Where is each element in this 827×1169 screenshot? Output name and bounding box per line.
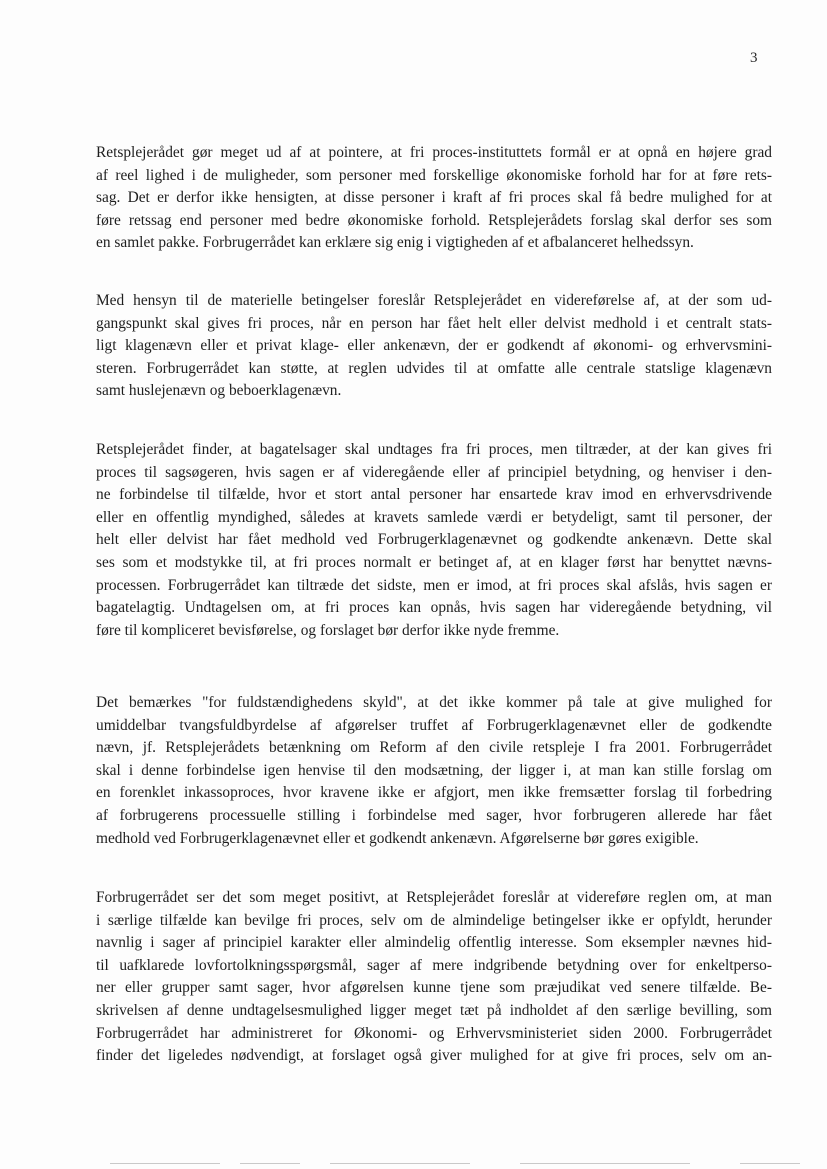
paragraph-line: Retsplejerådet finder, at bagatelsager skal undtages fra fri proces, men tiltræder, at der kan gives fri — [96, 441, 772, 458]
page-number: 3 — [750, 50, 758, 66]
paragraph-3 — [96, 439, 772, 642]
paragraph-line: nævn, jf. Retsplejerådets betænkning om Reform af den civile retspleje I fra 2001. Forbrugerrådet — [96, 739, 772, 757]
paragraph-2 — [96, 290, 772, 403]
paragraph-line: sag. Det er derfor ikke hensigten, at disse personer i kraft af fri proces skal få bedre mulighed for at — [96, 189, 772, 207]
paragraph-5 — [96, 887, 772, 1068]
paragraph-line: bagatelagtig. Undtagelsen om, at fri proces kan opnås, hvis sagen har videregående betydning, vil — [96, 599, 772, 617]
paragraph-line: ses som et modstykke til, at fri proces normalt er betinget af, at en klager først har benyttet nævns- — [96, 553, 772, 571]
paragraph-line: skrivelsen af denne undtagelsesmulighed ligger meget tæt på indholdet af den særlige bevilling, som — [96, 1001, 772, 1019]
scan-artifact — [110, 1163, 220, 1164]
paragraph-line: ne forbindelse til tilfælde, hvor et stort antal personer har ensartede krav imod en erhvervsdrivende — [96, 486, 772, 504]
paragraph-line: føre retssag end personer med bedre økonomiske forhold. Retsplejerådets forslag skal derfor ses som — [96, 211, 772, 229]
paragraph-line: af reel lighed i de muligheder, som personer med forskellige økonomiske forhold har for at føre rets- — [96, 166, 772, 184]
paragraph-line: helt eller delvist har fået medhold ved Forbrugerklagenævnet og godkendte ankenævn. Dette skal — [96, 531, 772, 549]
paragraph-line: i særlige tilfælde kan bevilge fri proces, selv om de almindelige betingelser ikke er opfyldt, herunder — [96, 911, 772, 929]
paragraph-4 — [96, 692, 772, 850]
paragraph-line: Med hensyn til de materielle betingelser foreslår Retsplejerådet en videreførelse af, at der som ud- — [96, 292, 772, 309]
paragraph-1 — [96, 142, 772, 255]
paragraph-line: navnlig i sager af principiel karakter eller almindelig offentlig interesse. Som eksempler nævnes hid- — [96, 934, 772, 952]
paragraph-line: en forenklet inkassoproces, hvor kravene ikke er afgjort, men ikke fremsætter forslag til forbedring — [96, 784, 772, 802]
scan-artifact — [740, 1163, 800, 1164]
paragraph-line: finder det ligeledes nødvendigt, at forslaget også giver mulighed for at give fri proces, selv om an- — [96, 1047, 772, 1065]
paragraph-line: Retsplejerådet gør meget ud af at pointere, at fri proces-instituttets formål er at opnå en højere grad — [96, 144, 772, 161]
paragraph-line: en samlet pakke. Forbrugerrådet kan erklære sig enig i vigtigheden af et afbalanceret helhedssyn. — [96, 234, 694, 252]
paragraph-line: gangspunkt skal gives fri proces, når en person har fået helt eller delvist medhold i et centralt stats- — [96, 314, 772, 332]
paragraph-line: medhold ved Forbrugerklagenævnet eller et godkendt ankenævn. Afgørelserne bør gøres exigible. — [96, 829, 699, 847]
paragraph-line: Forbrugerrådet ser det som meget positivt, at Retsplejerådet foreslår at videreføre reglen om, at man — [96, 889, 772, 906]
paragraph-line: af forbrugerens processuelle stilling i forbindelse med sager, hvor forbrugeren allerede har fået — [96, 806, 772, 824]
paragraph-line: ligt klagenævn eller et privat klage- eller ankenævn, der er godkendt af økonomi- og erhvervsmini- — [96, 337, 772, 355]
paragraph-line: Det bemærkes "for fuldstændighedens skyld", at det ikke kommer på tale at give mulighed for — [96, 694, 772, 711]
paragraph-line: føre til kompliceret bevisførelse, og forslaget bør derfor ikke nyde fremme. — [96, 621, 560, 639]
paragraph-line: samt huslejenævn og beboerklagenævn. — [96, 382, 342, 400]
scan-artifact — [240, 1163, 300, 1164]
paragraph-line: Forbrugerrådet har administreret for Økonomi- og Erhvervsministeriet siden 2000. Forbrugerrådet — [96, 1024, 772, 1042]
paragraph-line: umiddelbar tvangsfuldbyrdelse af afgørelser truffet af Forbrugerklagenævnet eller de godkendte — [96, 716, 772, 734]
paragraph-line: proces til sagsøgeren, hvis sagen er af videregående eller af principiel betydning, og henviser i den- — [96, 463, 772, 481]
scan-artifact — [330, 1163, 470, 1164]
scan-artifact — [520, 1163, 690, 1164]
paragraph-line: processen. Forbrugerrådet kan tiltræde det sidste, men er imod, at fri proces skal afslås, hvis sagen er — [96, 576, 772, 594]
paragraph-line: til uafklarede lovfortolkningsspørgsmål, sager af mere indgribende betydning over for enkeltperso- — [96, 956, 772, 974]
paragraph-line: eller en offentlig myndighed, således at kravets samlede værdi er betydeligt, samt til personer, der — [96, 508, 772, 526]
paragraph-line: steren. Forbrugerrådet kan støtte, at reglen udvides til at omfatte alle centrale statslige klagenævn — [96, 359, 772, 377]
paragraph-line: skal i denne forbindelse igen henvise til den modsætning, der ligger i, at man kan stille forslag om — [96, 761, 772, 779]
paragraph-line: ner eller grupper samt sager, hvor afgørelsen kunne tjene som præjudikat ved senere tilfælde. Be- — [96, 979, 772, 997]
